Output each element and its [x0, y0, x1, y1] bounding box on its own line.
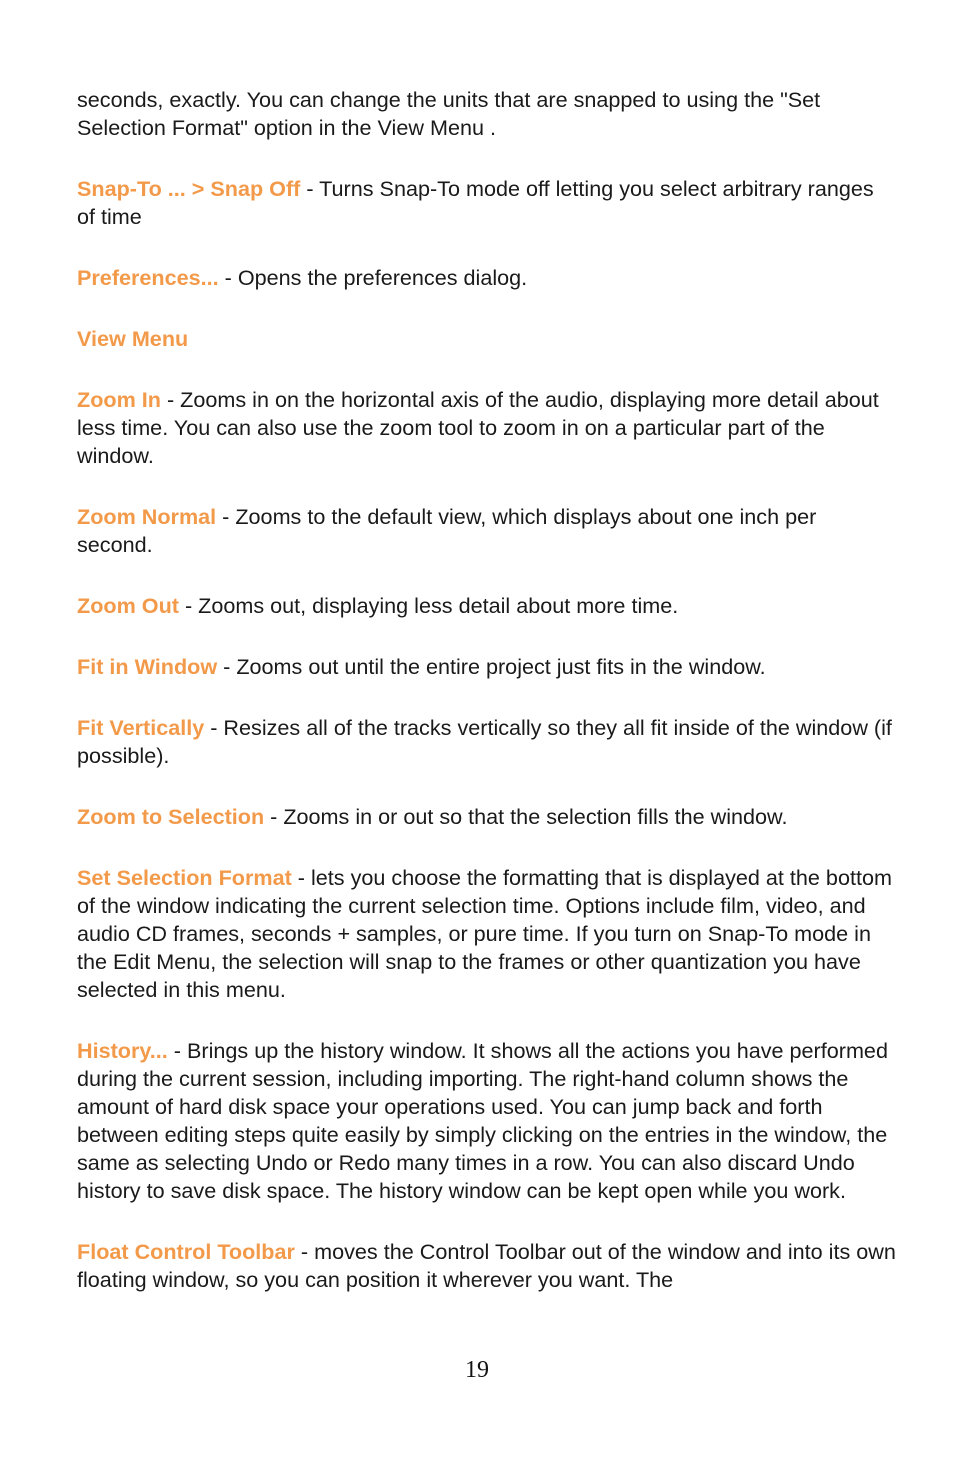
- entry-zoom-normal: [77, 503, 897, 559]
- entry-term: Snap-To ... > Snap Off: [77, 176, 301, 201]
- entry-zoom-in: [77, 386, 897, 470]
- entry-term: Fit in Window: [77, 654, 218, 679]
- entry-desc: - Zooms out, displaying less detail about more time.: [178, 593, 679, 618]
- entry-desc: - Zooms in or out so that the selection fills the window.: [264, 804, 788, 829]
- intro-paragraph: [77, 86, 897, 142]
- entry-desc: - moves the Control Toolbar out of the window and into its own floating window, so you can position it wherever you want. The: [77, 1239, 896, 1292]
- page-number: 19: [465, 1357, 489, 1383]
- entry-term: Zoom Out: [77, 593, 179, 618]
- entry-desc: - Opens the preferences dialog.: [218, 265, 528, 290]
- entry-desc: - Resizes all of the tracks vertically so they all fit inside of the window (if possible).: [77, 715, 892, 768]
- entry-term: Zoom In: [77, 387, 161, 412]
- entry-term: Zoom Normal: [77, 504, 217, 529]
- entry-desc: - Turns Snap-To mode off letting you select arbitrary ranges of time: [77, 176, 874, 229]
- entry-zoom-out: [77, 592, 897, 620]
- entry-term: History...: [77, 1038, 168, 1063]
- entry-preferences: [77, 264, 897, 292]
- entry-set-selection-format: [77, 864, 897, 1004]
- entry-fit-in-window: [77, 653, 897, 681]
- document-page: [77, 86, 897, 1327]
- entry-term: Zoom to Selection: [77, 804, 265, 829]
- entry-float-control-toolbar: [77, 1238, 897, 1294]
- entry-term: Preferences...: [77, 265, 219, 290]
- entry-term: Set Selection Format: [77, 865, 292, 890]
- entry-desc: - Brings up the history window. It shows all the actions you have performed during the current session, including importing. The right-hand column shows the amount of hard disk space your operations used. You can jump back and forth between editing steps quite easily by simply clicking on the entries in the window, the same as selecting Undo or Redo many times in a row. You can also discard Undo history to save disk space. The history window can be kept open while you work.: [77, 1038, 888, 1203]
- entry-history: [77, 1037, 897, 1205]
- entry-desc: - Zooms out until the entire project just fits in the window.: [217, 654, 766, 679]
- section-heading: View Menu: [77, 326, 189, 351]
- entry-term: Float Control Toolbar: [77, 1239, 295, 1264]
- entry-desc: - Zooms in on the horizontal axis of the audio, displaying more detail about less time. You can also use the zoom tool to zoom in on a particular part of the window.: [77, 387, 879, 468]
- entry-fit-vertically: [77, 714, 897, 770]
- entry-term: Fit Vertically: [77, 715, 205, 740]
- entry-desc: - Zooms to the default view, which displays about one inch per second.: [77, 504, 817, 557]
- intro-text: seconds, exactly. You can change the units that are snapped to using the "Set Selection Format" option in the View Menu .: [77, 87, 821, 140]
- entry-snap-off: [77, 175, 897, 231]
- entry-desc: - lets you choose the formatting that is displayed at the bottom of the window indicating the current selection time. Options include film, video, and audio CD frames, seconds + samples, or pure time. If you turn on Snap-To mode in the Edit Menu, the selection will snap to the frames or other quantization you have selected in this menu.: [77, 865, 892, 1002]
- entry-zoom-to-selection: [77, 803, 897, 831]
